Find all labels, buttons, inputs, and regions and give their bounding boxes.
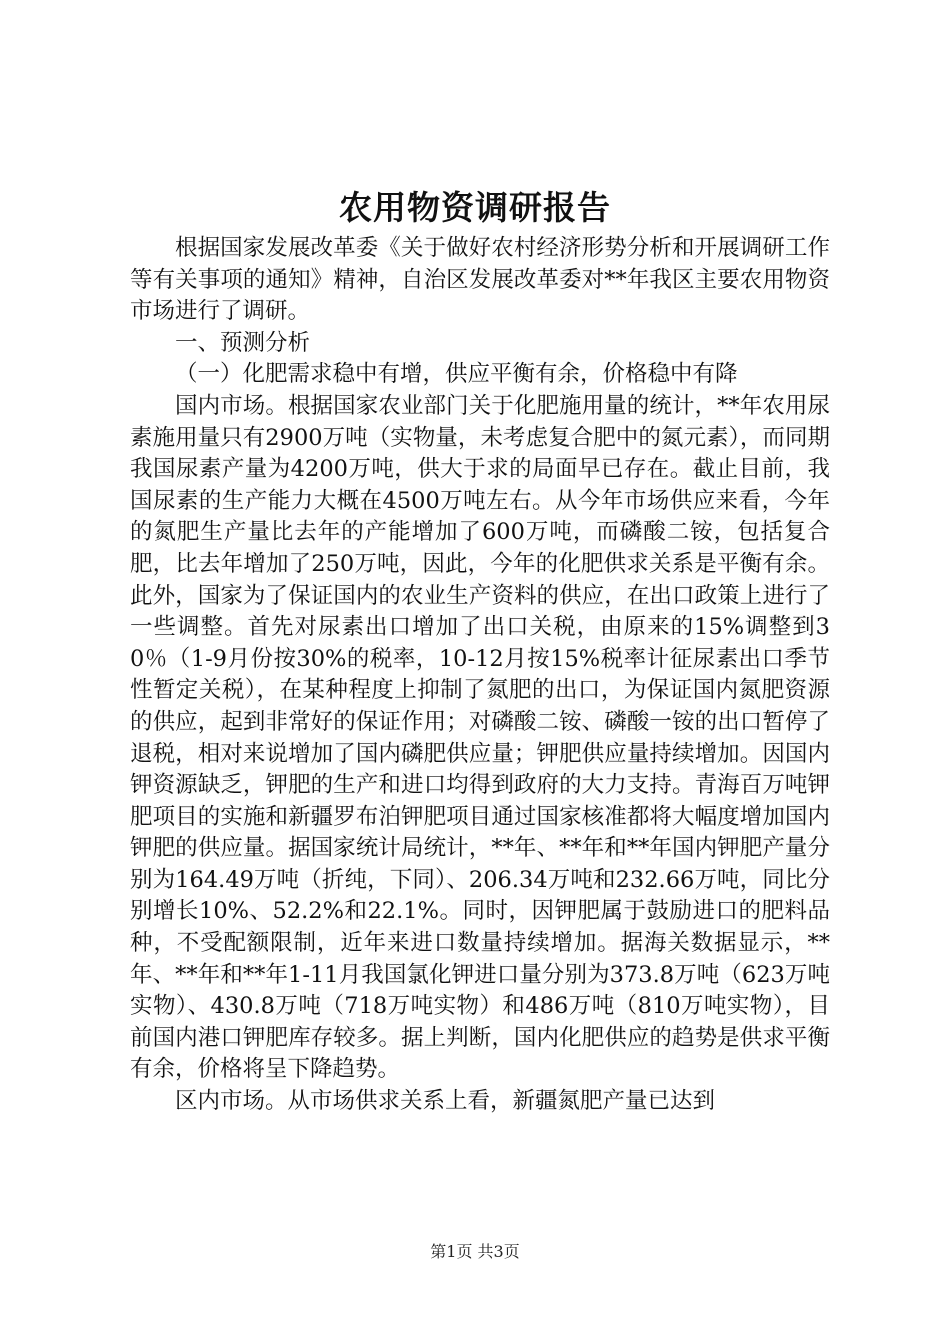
- page-footer: 第1页 共3页: [430, 1242, 520, 1261]
- regional-market-paragraph: 区内市场。从市场供求关系上看，新疆氮肥产量已达到: [175, 1088, 716, 1115]
- section-heading: 一、预测分析: [175, 329, 311, 356]
- domestic-market-paragraph: 国内市场。根据国家农业部门关于化肥施用量的统计，**年农用尿素施用量只有2900万吨（实物量，未考虑复合肥中的氮元素），而同期我国尿素产量为4200万吨，供大于求的局面早已存在。截止目前，我国尿素的生产能力大概在4500万吨左右。从今年市场供应来看，今年的氮肥生产量比去年的产能增加了600万吨，而磷酸二铵，包括复合肥，比去年增加了250万吨，因此，今年的化肥供求关系是平衡有余。此外，国家为了保证国内的农业生产资料的供应，在出口政策上进行了一些调整。首先对尿素出口增加了出口关税，由原来的15%调整到30％（1-9月份按30%的税率，10-12月按15%税率计征尿素出口季节性暂定关税），在某种程度上抑制了氮肥的出口，为保证国内氮肥资源的供应，起到非常好的保证作用；对磷酸二铵、磷酸一铵的出口暂停了退税，相对来说增加了国内磷肥供应量；钾肥供应量持续增加。因国内钾资源缺乏，钾肥的生产和进口均得到政府的大力支持。青海百万吨钾肥项目的实施和新疆罗布泊钾肥项目通过国家核准都将大幅度增加国内钾肥的供应量。据国家统计局统计，**年、**年和**年国内钾肥产量分别为164.49万吨（折纯，下同）、206.34万吨和232.66万吨，同比分别增长10%、52.2%和22.1%。同时，因钾肥属于鼓励进口的肥料品种，不受配额限制，近年来进口数量持续增加。据海关数据显示，**年、**年和**年1-11月我国氯化钾进口量分别为373.8万吨（623万吨实物）、430.8万吨（718万吨实物）和486万吨（810万吨实物），目前国内港口钾肥库存较多。据上判断，国内化肥供应的趋势是供求平衡有余，价格将呈下降趋势。: [130, 392, 830, 1083]
- subsection-heading: （一）化肥需求稳中有增，供应平衡有余，价格稳中有降: [175, 361, 738, 388]
- intro-paragraph: 根据国家发展改革委《关于做好农村经济形势分析和开展调研工作等有关事项的通知》精神，自治区发展改革委对**年我区主要农用物资市场进行了调研。: [130, 235, 830, 325]
- document-title: 农用物资调研报告: [339, 188, 611, 227]
- document-body: [130, 233, 830, 1118]
